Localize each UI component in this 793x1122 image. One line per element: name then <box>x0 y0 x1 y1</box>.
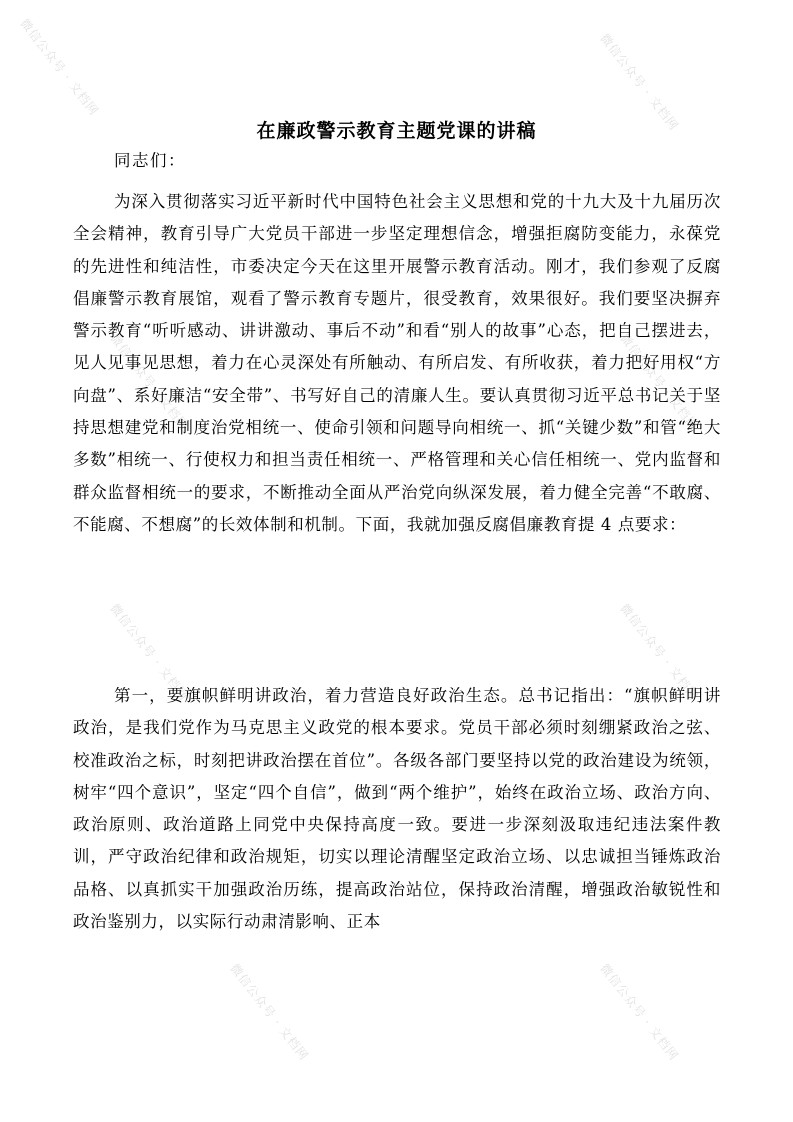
watermark-text: 微信公众号 · 文档网 <box>597 961 682 1064</box>
watermark-text: 微信公众号 · 文档网 <box>227 961 312 1064</box>
watermark-text: 微信公众号 · 文档网 <box>107 601 192 704</box>
salutation: 同志们： <box>114 151 186 170</box>
watermark-text: 微信公众号 · 文档网 <box>107 331 192 434</box>
watermark-text: 微信公众号 · 文档网 <box>617 601 702 704</box>
body-paragraph-2: 第一，要旗帜鲜明讲政治，着力营造良好政治生态。总书记指出：“旗帜鲜明讲政治，是我们党作为马克思主义政党的根本要求。党员干部必须时刻绷紧政治之弦、校准政治之标，时刻把讲政治摆在首位”。各级各部门要坚持以党的政治建设为统领，树牢“四个意识”，坚定“四个自信”，做到“两个维护”，始终在政治立场、政治方向、政治原则、政治道路上同党中央保持高度一致。要进一步深刻汲取违纪违法案件教训，严守政治纪律和政治规矩，切实以理论清醒坚定政治立场、以忠诚担当锤炼政治品格、以真抓实干加强政治历练，提高政治站位，保持政治清醒，增强政治敏锐性和政治鉴别力，以实际行动肃清影响、正本 <box>73 686 721 932</box>
document-title: 在廉政警示教育主题党课的讲稿 <box>256 119 537 142</box>
watermark-text: 微信公众号 · 文档网 <box>17 16 102 119</box>
watermark-text: 微信公众号 · 文档网 <box>617 331 702 434</box>
body-paragraph-1: 为深入贯彻落实习近平新时代中国特色社会主义思想和党的十九大及十九届历次全会精神，教育引导广大党员干部进一步坚定理想信念，增强拒腐防变能力，永葆党的先进性和纯洁性，市委决定今天在这里开展警示教育活动。刚才，我们参观了反腐倡廉警示教育展馆，观看了警示教育专题片，很受教育，效果很好。我们要坚决摒弃警示教育“听听感动、讲讲激动、事后不动”和看“别人的故事”心态，把自己摆进去，见人见事见思想，着力在心灵深处有所触动、有所启发、有所收获，着力把好用权“方向盘”、系好廉洁“安全带”、书写好自己的清廉人生。要认真贯彻习近平总书记关于坚持思想建党和制度治党相统一、使命引领和问题导向相统一、抓“关键少数”和管“绝大多数”相统一、行使权力和担当责任相统一、严格管理和关心信任相统一、党内监督和群众监督相统一的要求，不断推动全面从严治党向纵深发展，着力健全完善“不敢腐、不能腐、不想腐”的长效体制和机制。下面，我就加强反腐倡廉教育提 4 点要求： <box>73 192 721 534</box>
watermark-text: 微信公众号 · 文档网 <box>597 31 682 134</box>
